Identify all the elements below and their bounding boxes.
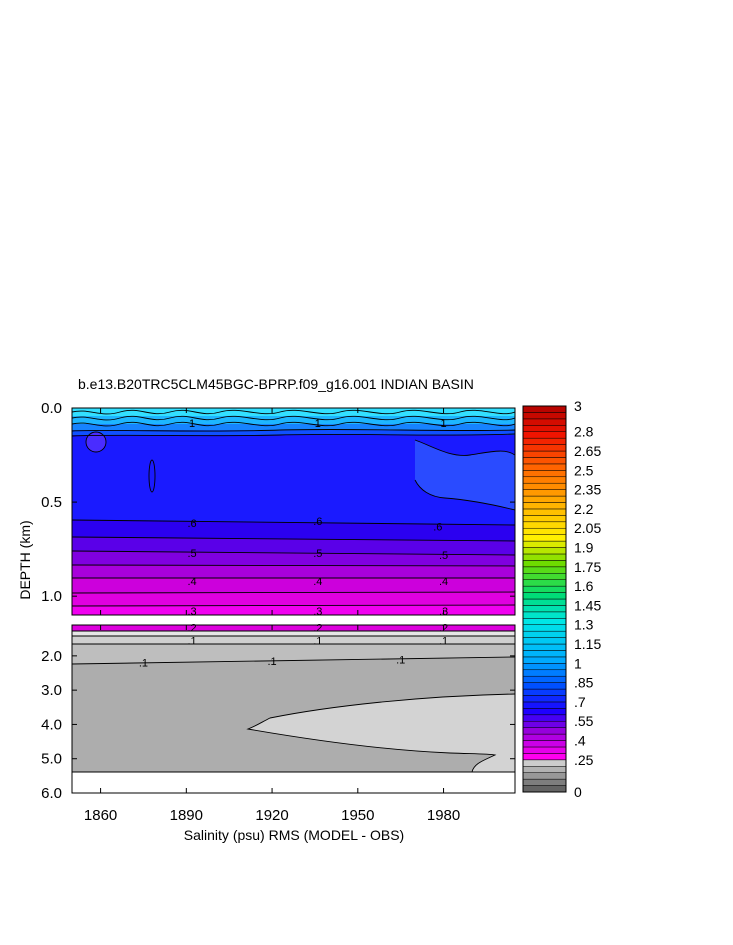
colorbar — [523, 398, 601, 800]
colorbar-label: .55 — [574, 713, 594, 730]
colorbar-swatch — [523, 548, 566, 554]
colorbar-swatch — [523, 541, 566, 547]
colorbar-label: .85 — [574, 674, 594, 691]
x-tick-label: 1860 — [83, 807, 118, 824]
contour-label: .4 — [187, 576, 197, 589]
colorbar-swatch — [523, 657, 566, 663]
colorbar-label: .7 — [574, 693, 586, 710]
colorbar-swatch — [523, 702, 566, 708]
colorbar-swatch — [523, 650, 566, 656]
colorbar-label: 1.6 — [574, 578, 594, 595]
colorbar-swatch — [523, 567, 566, 573]
y-tick-label: 4.0 — [41, 716, 62, 734]
colorbar-swatch — [523, 451, 566, 457]
y-tick-label: 1.0 — [41, 588, 62, 606]
colorbar-label: 2.05 — [574, 520, 602, 537]
colorbar-label: 2.8 — [574, 423, 594, 440]
colorbar-swatch — [523, 535, 566, 541]
colorbar-label: .4 — [574, 732, 586, 749]
colorbar-swatch — [523, 554, 566, 560]
colorbar-swatch — [523, 496, 566, 502]
y-tick-label: 0.0 — [41, 400, 62, 417]
x-tick-label: 1920 — [255, 807, 289, 824]
x-tick-label: 1890 — [169, 807, 204, 824]
colorbar-label: 0 — [574, 784, 582, 800]
colorbar-swatch — [523, 760, 566, 766]
upper-fill-band-035 — [72, 605, 515, 615]
colorbar-swatch — [523, 766, 566, 772]
contour-label: .5 — [438, 549, 449, 562]
colorbar-swatch — [523, 412, 566, 418]
colorbar-swatch — [523, 593, 566, 599]
colorbar-swatch — [523, 638, 566, 644]
colorbar-swatch — [523, 573, 566, 579]
colorbar-swatch — [523, 445, 566, 451]
colorbar-swatch — [523, 438, 566, 444]
contour-label: .1 — [138, 657, 149, 670]
colorbar-label: 1.15 — [574, 636, 602, 653]
contour-label: .6 — [433, 521, 443, 534]
colorbar-label: .25 — [574, 751, 594, 768]
colorbar-swatch — [523, 779, 566, 785]
contour-label: .5 — [313, 547, 323, 560]
contour-label: .2 — [187, 622, 197, 635]
colorbar-label: 1.3 — [574, 616, 594, 633]
colorbar-swatch — [523, 644, 566, 650]
lower-fill-band-010 — [72, 636, 515, 644]
colorbar-swatch — [523, 503, 566, 509]
colorbar-swatch — [523, 560, 566, 566]
lower-panel — [72, 622, 515, 793]
colorbar-swatch — [523, 483, 566, 489]
colorbar-swatch — [523, 509, 566, 515]
contour-label: .3 — [313, 606, 323, 619]
contour-label: .5 — [187, 547, 197, 560]
colorbar-label: 2.2 — [574, 500, 594, 517]
colorbar-swatch — [523, 786, 566, 792]
colorbar-swatch — [523, 728, 566, 734]
y-tick-label: 2.0 — [41, 647, 62, 665]
chart-title: b.e13.B20TRC5CLM45BGC-BPRP.f09_g16.001 INDIAN BASIN — [78, 376, 474, 392]
colorbar-swatch — [523, 432, 566, 438]
colorbar-swatch — [523, 580, 566, 586]
contour-label: .2 — [438, 622, 449, 635]
colorbar-swatch — [523, 670, 566, 676]
contour-label: .6 — [187, 517, 197, 530]
lower-fill-band-015 — [72, 631, 515, 636]
upper-panel — [72, 408, 515, 615]
colorbar-label: 2.35 — [574, 481, 602, 498]
colorbar-swatch — [523, 490, 566, 496]
colorbar-swatch — [523, 773, 566, 779]
x-axis-label: Salinity (psu) RMS (MODEL - OBS) — [183, 827, 405, 843]
colorbar-swatch — [523, 470, 566, 476]
contour-label: .1 — [187, 635, 197, 648]
x-tick-label: 1950 — [341, 807, 375, 824]
contour-label: .1 — [313, 635, 323, 648]
colorbar-swatch — [523, 683, 566, 689]
contour-label: 1 — [188, 418, 196, 431]
colorbar-label: 1.45 — [574, 597, 602, 614]
colorbar-swatch — [523, 747, 566, 753]
colorbar-swatch — [523, 599, 566, 605]
colorbar-swatch — [523, 689, 566, 695]
colorbar-swatch — [523, 741, 566, 747]
x-tick-label: 1980 — [426, 807, 461, 824]
colorbar-swatch — [523, 625, 566, 631]
y-tick-label: 0.5 — [41, 494, 62, 512]
colorbar-swatch — [523, 753, 566, 759]
colorbar-swatch — [523, 586, 566, 592]
contour-label: .4 — [438, 576, 449, 589]
colorbar-swatch — [523, 515, 566, 521]
contour-label: .3 — [438, 606, 449, 619]
colorbar-swatch — [523, 715, 566, 721]
colorbar-swatch — [523, 419, 566, 425]
contour-label: 1 — [314, 418, 321, 431]
colorbar-label: 1 — [574, 655, 582, 672]
colorbar-swatch — [523, 522, 566, 528]
colorbar-swatch — [523, 696, 566, 702]
contour-label: 1 — [440, 418, 447, 431]
colorbar-swatch — [523, 734, 566, 740]
colorbar-swatch — [523, 631, 566, 637]
colorbar-swatch — [523, 618, 566, 624]
upper-fill-surface-1 — [72, 408, 515, 416]
colorbar-swatch — [523, 721, 566, 727]
contour-label: .2 — [313, 622, 323, 635]
contour-label: .1 — [396, 654, 406, 667]
contour-label: .3 — [187, 606, 197, 619]
colorbar-label: 1.9 — [574, 539, 594, 556]
colorbar-label: 2.65 — [574, 443, 602, 460]
colorbar-swatch — [523, 406, 566, 412]
colorbar-swatch — [523, 464, 566, 470]
lower-fill-below-bottom — [72, 772, 515, 793]
contour-label: .1 — [438, 635, 449, 648]
colorbar-swatch — [523, 605, 566, 611]
colorbar-swatch — [523, 457, 566, 463]
colorbar-label: 3 — [574, 398, 582, 414]
colorbar-swatch — [523, 708, 566, 714]
colorbar-swatch — [523, 676, 566, 682]
lower-fill-band-020 — [72, 625, 515, 631]
y-tick-label: 5.0 — [41, 750, 62, 768]
colorbar-swatch — [523, 528, 566, 534]
contour-label: .6 — [313, 515, 323, 528]
colorbar-label: 1.75 — [574, 558, 602, 575]
colorbar-label: 2.5 — [574, 462, 594, 479]
y-tick-label: 3.0 — [41, 682, 62, 700]
y-axis-label: DEPTH (km) — [17, 520, 33, 600]
contour-label: .1 — [267, 656, 277, 668]
colorbar-swatch — [523, 612, 566, 618]
y-tick-label: 6.0 — [41, 785, 62, 802]
contour-label: .4 — [313, 576, 323, 589]
colorbar-swatch — [523, 663, 566, 669]
colorbar-swatch — [523, 477, 566, 483]
colorbar-swatch — [523, 425, 566, 431]
